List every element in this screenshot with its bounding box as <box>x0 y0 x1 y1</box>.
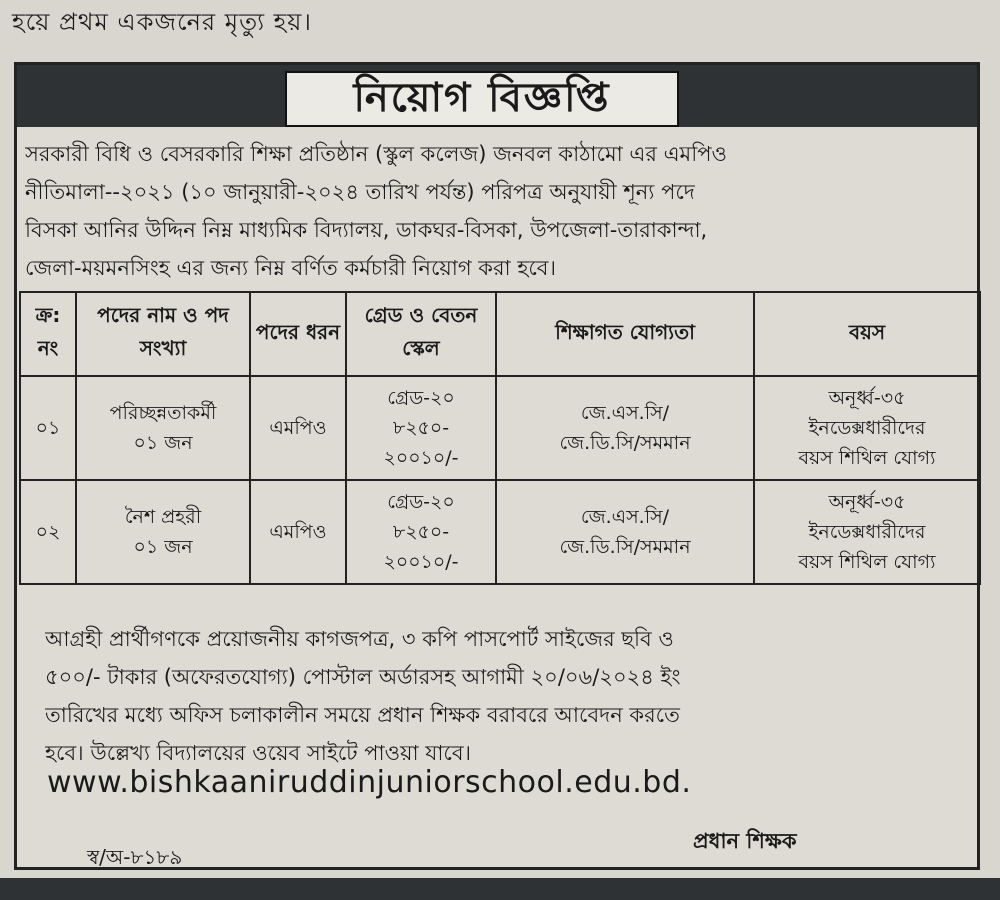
post-name: পরিচ্ছন্নতাকর্মী <box>109 402 217 424</box>
age-line: ইনডেক্সধারীদের <box>808 417 926 439</box>
grade-line: ২০০১০/- <box>383 447 459 469</box>
preceding-article-line: হয়ে প্রথম একজনের মৃত্যু হয়। <box>12 8 313 36</box>
grade-line: গ্রেড-২০ <box>387 491 455 513</box>
age-line: অনূর্ধ্ব-৩৫ <box>828 491 906 513</box>
cell-type: এমপিও <box>250 376 346 480</box>
header-age: বয়স <box>754 292 980 376</box>
cell-age <box>754 480 980 584</box>
grade-line: ৮২৫০- <box>392 417 450 439</box>
post-count: ০১ জন <box>133 432 193 454</box>
grade-line: গ্রেড-২০ <box>387 387 455 409</box>
post-name: নৈশ প্রহরী <box>124 506 202 528</box>
cell-age <box>754 376 980 480</box>
table-header-row <box>20 292 980 376</box>
qualification-line: জে.ডি.সি/সমমান <box>559 432 691 454</box>
reference-number: স্ব/অ-৮১৮৯ <box>87 845 183 869</box>
header-serial: ক্র: নং <box>20 292 76 376</box>
header-post: পদের নাম ও পদ সংখ্যা <box>76 292 250 376</box>
header-grade: গ্রেড ও বেতন স্কেল <box>346 292 496 376</box>
age-line: অনূর্ধ্ব-৩৫ <box>828 387 906 409</box>
table-row <box>20 376 980 480</box>
cell-serial: ০১ <box>20 376 76 480</box>
intro-paragraph <box>25 135 973 287</box>
school-website: www.bishkaaniruddinjuniorschool.edu.bd. <box>47 765 692 800</box>
intro-line: সরকারী বিধি ও বেসরকারি শিক্ষা প্রতিষ্ঠান (স্কুল কলেজ) জনবল কাঠামো এর এমপিও <box>25 142 727 166</box>
notice-title: নিয়োগ বিজ্ঞপ্তি <box>285 71 679 127</box>
job-notice <box>14 62 980 870</box>
cell-grade <box>346 480 496 584</box>
cell-grade <box>346 376 496 480</box>
intro-line: নীতিমালা--২০২১ (১০ জানুয়ারী-২০২৪ তারিখ পর্যন্ত) পরিপত্র অনুযায়ী শূন্য পদে <box>25 180 695 204</box>
cell-qualification <box>496 376 754 480</box>
cell-serial: ০২ <box>20 480 76 584</box>
grade-line: ২০০১০/- <box>383 551 459 573</box>
instruction-line: হবে। উল্লেখ্য বিদ্যালয়ের ওয়েব সাইটে পাওয়া যাবে। <box>45 741 472 765</box>
cell-post <box>76 376 250 480</box>
cell-post <box>76 480 250 584</box>
intro-line: বিসকা আনির উদ্দিন নিম্ন মাধ্যমিক বিদ্যালয়, ডাকঘর-বিসকা, উপজেলা-তারাকান্দা, <box>25 218 708 242</box>
intro-line: জেলা-ময়মনসিংহ এর জন্য নিম্ন বর্ণিত কর্মচারী নিয়োগ করা হবে। <box>25 256 556 280</box>
next-article-strip <box>0 878 1000 900</box>
instruction-line: তারিখের মধ্যে অফিস চলাকালীন সময়ে প্রধান শিক্ষক বরাবরে আবেদন করতে <box>45 703 680 727</box>
instruction-line: ৫০০/- টাকার (অফেরতযোগ্য) পোস্টাল অর্ডারসহ আগামী ২০/০৬/২০২৪ ইং <box>45 665 681 689</box>
instruction-paragraph <box>45 620 965 772</box>
age-line: বয়স শিথিল যোগ্য <box>798 551 936 573</box>
post-count: ০১ জন <box>133 536 193 558</box>
age-line: বয়স শিথিল যোগ্য <box>798 447 936 469</box>
qualification-line: জে.এস.সি/ <box>580 402 670 424</box>
cell-type: এমপিও <box>250 480 346 584</box>
posts-table <box>19 291 981 585</box>
table-row <box>20 480 980 584</box>
qualification-line: জে.ডি.সি/সমমান <box>559 536 691 558</box>
age-line: ইনডেক্সধারীদের <box>808 521 926 543</box>
header-qualification: শিক্ষাগত যোগ্যতা <box>496 292 754 376</box>
instruction-line: আগ্রহী প্রার্থীগণকে প্রয়োজনীয় কাগজপত্র, ৩ কপি পাসপোর্ট সাইজের ছবি ও <box>45 627 674 651</box>
cell-qualification <box>496 480 754 584</box>
header-type: পদের ধরন <box>250 292 346 376</box>
signature-headmaster: প্রধান শিক্ষক <box>693 829 797 853</box>
grade-line: ৮২৫০- <box>392 521 450 543</box>
qualification-line: জে.এস.সি/ <box>580 506 670 528</box>
